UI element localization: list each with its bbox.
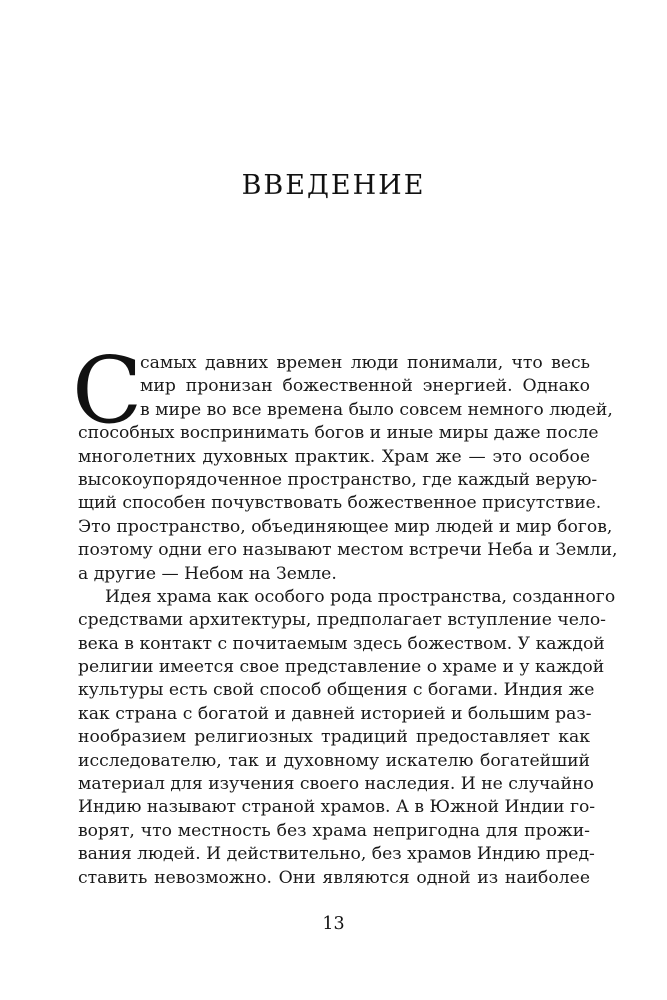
- text-line: поэтому одни его называют местом встречи Неба и Земли,: [78, 540, 618, 561]
- text-line: Это пространство, объединяющее мир людей и мир богов,: [78, 516, 613, 537]
- page-number: 13: [322, 914, 345, 934]
- text-line: многолетних духовных практик. Храм же — это особое: [78, 446, 590, 467]
- text-line: способных воспринимать богов и иные миры даже после: [78, 423, 599, 444]
- text-line: а другие — Небом на Земле.: [78, 563, 337, 584]
- text-line: мир пронизан божественной энергией. Однако: [140, 376, 590, 397]
- chapter-title: ВВЕДЕНИЕ: [241, 170, 426, 201]
- text-line: в мире во все времена было совсем немного людей,: [140, 399, 613, 420]
- text-line: нообразием религиозных традиций предоставляет как: [78, 727, 590, 748]
- drop-cap: С: [72, 337, 143, 444]
- text-line: средствами архитектуры, предполагает вступление чело-: [78, 610, 606, 631]
- body-text: [72, 337, 618, 890]
- text-line: самых давних времен люди понимали, что весь: [140, 353, 590, 373]
- text-line: культуры есть свой способ общения с богами. Индия же: [78, 680, 595, 701]
- text-line: ворят, что местность без храма непригодна для прожи-: [78, 820, 590, 841]
- text-line: религии имеется свое представление о храме и у каждой: [78, 657, 605, 678]
- text-line: щий способен почувствовать божественное присутствие.: [78, 493, 602, 514]
- text-line: материал для изучения своего наследия. И не случайно: [78, 774, 594, 795]
- text-line: высокоупорядоченное пространство, где каждый верую-: [78, 469, 598, 490]
- text-line: Индию называют страной храмов. А в Южной Индии го-: [78, 797, 596, 818]
- text-line: ставить невозможно. Они являются одной из наиболее: [78, 867, 590, 888]
- text-line: Идея храма как особого рода пространства, созданного: [105, 586, 616, 607]
- text-line: вания людей. И действительно, без храмов Индию пред-: [78, 844, 595, 865]
- text-line: исследователю, так и духовному искателю богатейший: [78, 750, 590, 771]
- text-line: века в контакт с почитаемым здесь божеством. У каждой: [78, 633, 605, 654]
- text-line: как страна с богатой и давней историей и большим раз-: [78, 703, 592, 724]
